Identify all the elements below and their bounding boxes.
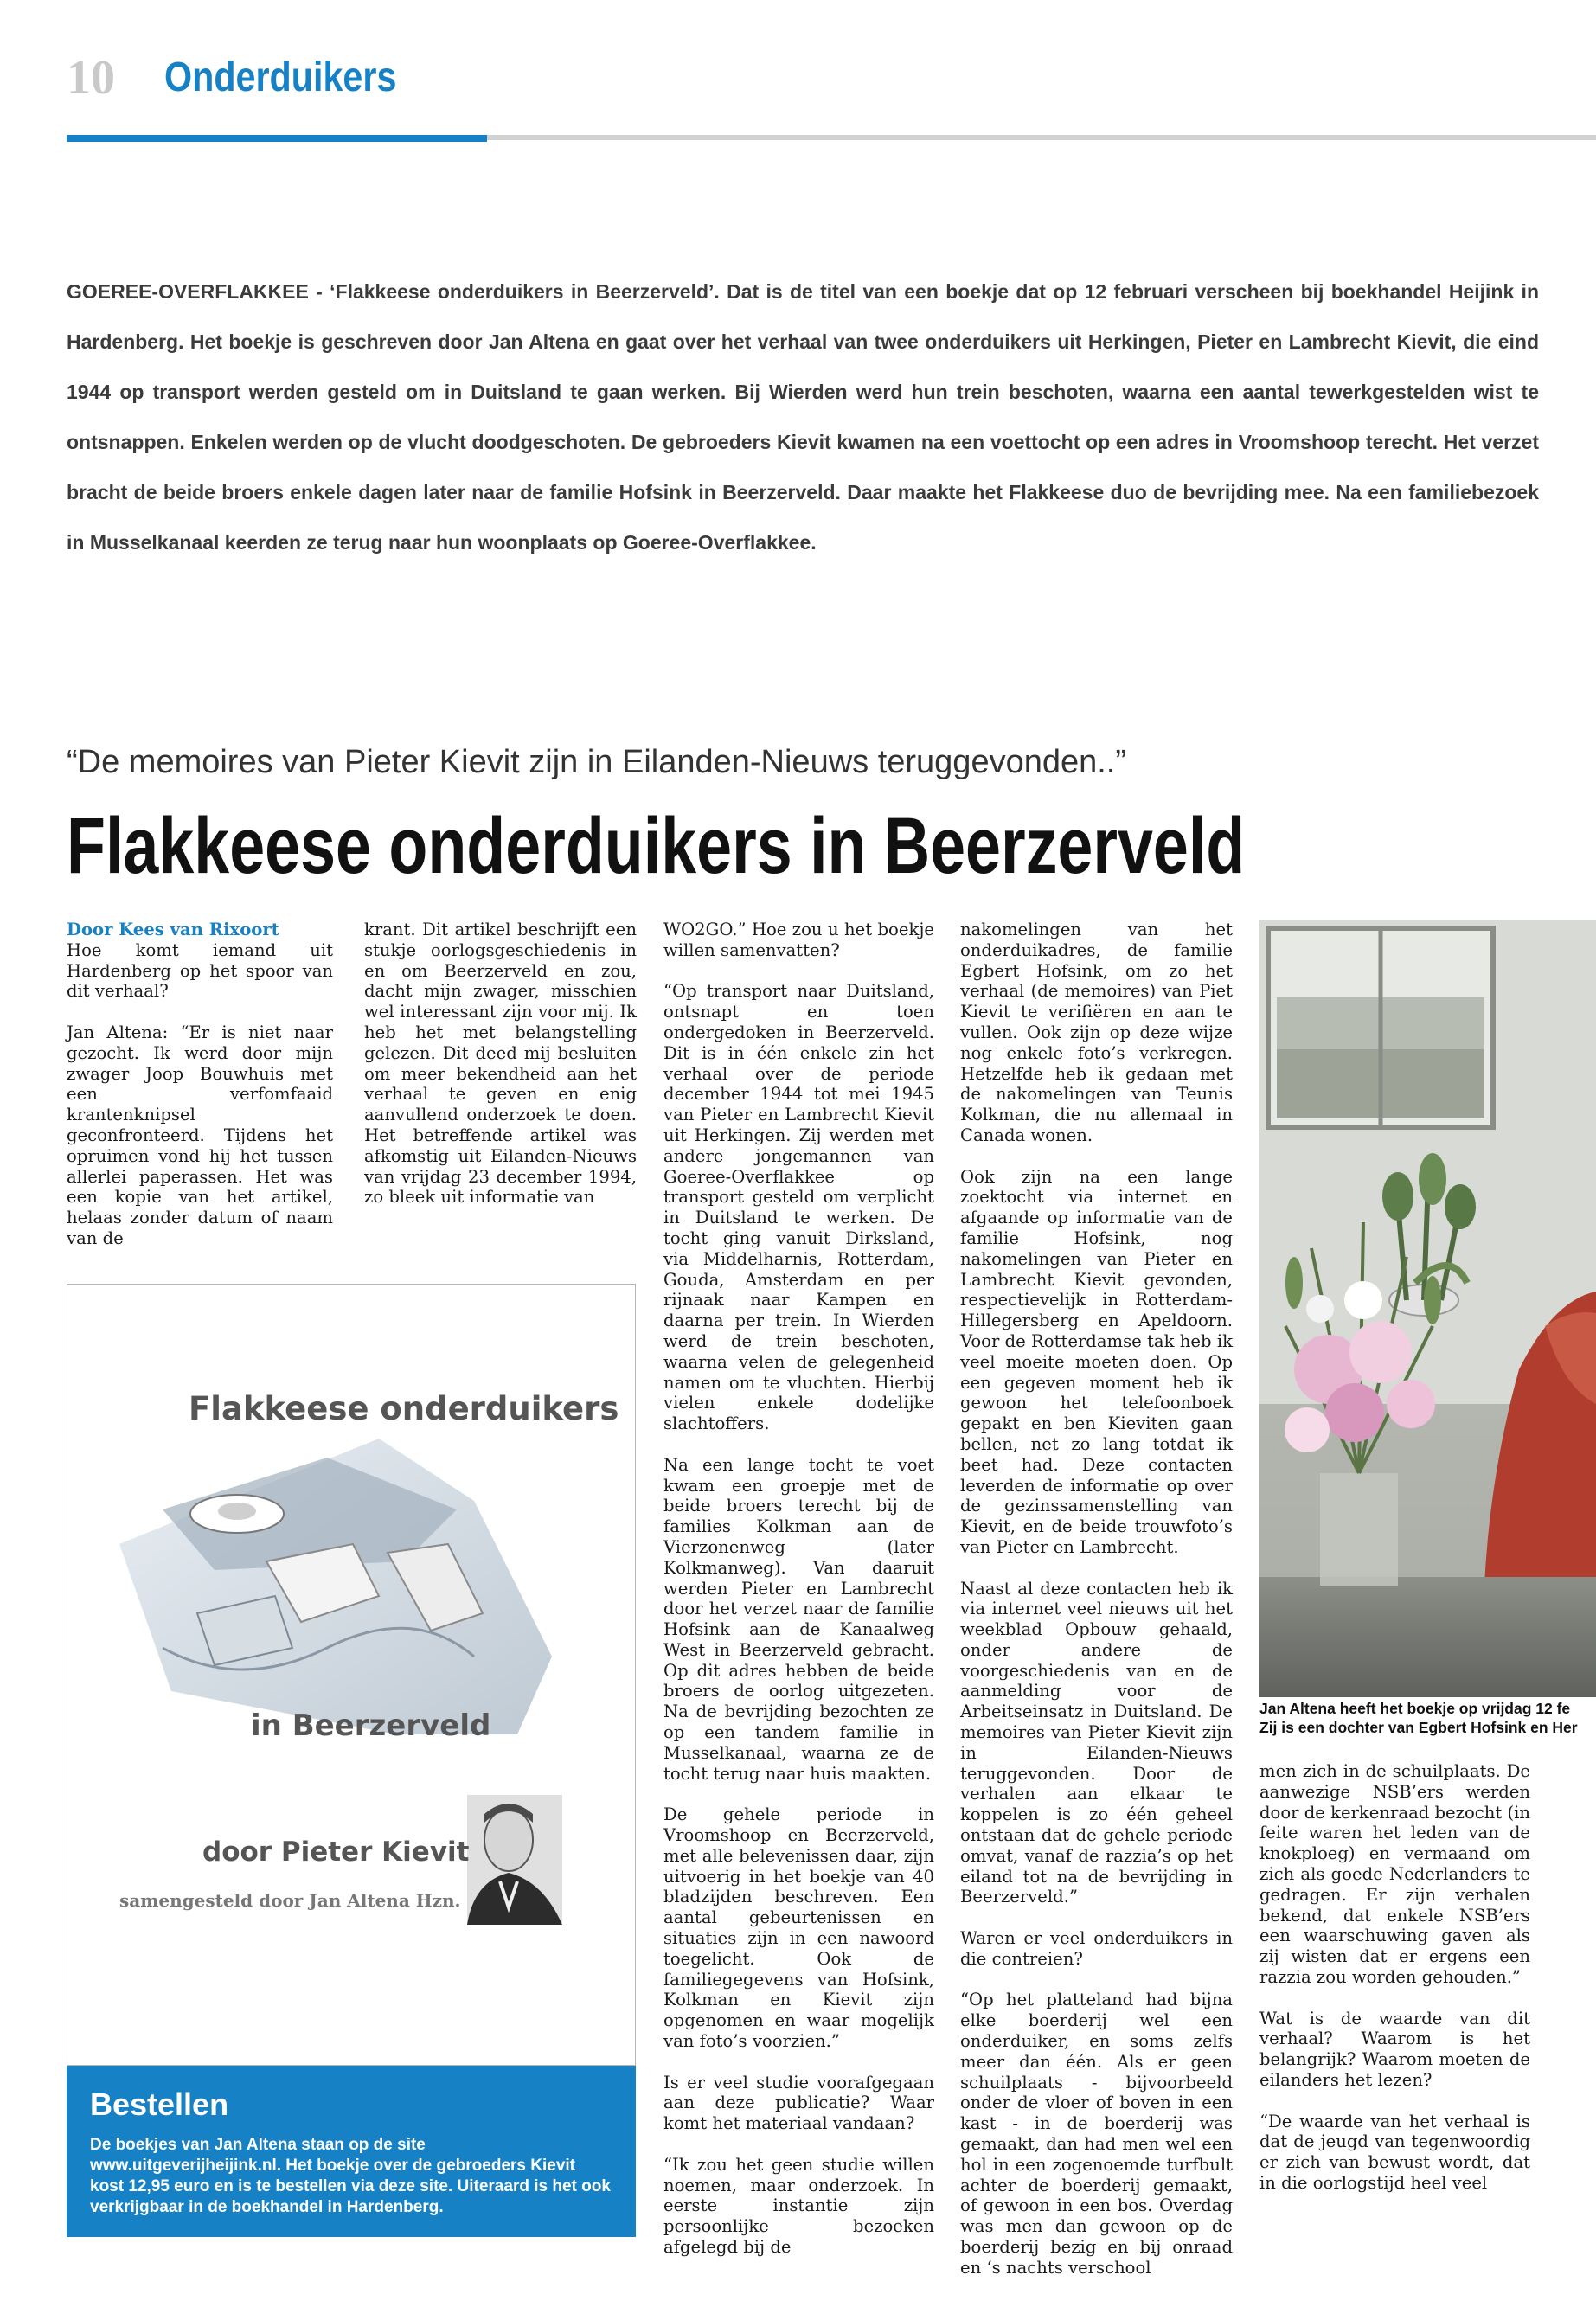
order-box-title: Bestellen <box>90 2086 229 2122</box>
book-compiler: samengesteld door Jan Altena Hzn. <box>119 1890 461 1911</box>
section-title: Onderduikers <box>164 54 397 100</box>
intro-paragraph: GOEREE-OVERFLAKKEE - ‘Flakkeese onderduikers in Beerzerveld’. Dat is de titel van een boekje dat op 12 februari verscheen bij boekhandel Heijink in Hardenberg. Het boekje is geschreven door Jan Altena en gaat over het verhaal van twee onderduikers uit Herkingen, Pieter en Lambrecht Kievit, die eind 1944 op transport werden gesteld om in Duitsland te gaan werken. Bij Wierden werd hun trein beschoten, waarna een aantal tewerkgestelden wist te ontsnappen. Enkelen werden op de vlucht doodgeschoten. De gebroeders Kievit kwamen na een voettocht op een adres in Vroomshoop terecht. Het verzet bracht de beide broers enkele dagen later naar de familie Hofsink in Beerzerveld. Daar maakte het Flakkeese duo de bevrijding mee. Na een familiebezoek in Musselkanaal keerden ze terug naar hun woonplaats op Goeree-Overflakkee. <box>67 280 1539 554</box>
paragraph: Naast al deze contacten heb ik via internet veel nieuws uit het weekblad Opbouw gehaald, onder andere de voorgeschiedenis van en de aanmelding voor de Arbeitseinsatz in Duitsland. De memoires van Pieter Kievit zijn in Eilanden-Nieuws teruggevonden. Door de verhalen aan elkaar te koppelen is zo één geheel ontstaan dat de gehele periode omvat, vanaf de razzia’s op het eiland tot na de bevrijding in Beerzerveld.” <box>960 1578 1233 1907</box>
paragraph: nakomelingen van het onderduikadres, de familie Egbert Hofsink, om zo het verhaal (de memoires) van Piet Kievit te verifiëren en aan te vullen. Ook zijn op deze wijze nog enkele foto’s verkregen. Hetzelfde heb ik gedaan met de nakomelingen van Teunis Kolkman, die nu allemaal in Canada wonen. <box>960 920 1233 1145</box>
paragraph: Na een lange tocht te voet kwam een groepje met de beide broers terecht bij de families Kolkman aan de Vierzonenweg (later Kolkmanweg). Van daaruit werden Pieter en Lambrecht door het verzet naar de familie Hofsink aan de Kanaalweg West in Beerzerveld gebracht. Op dit adres hebben de beide broers de oorlog uitgezeten. Na de bevrijding bezochten ze op een tandem familie in Musselkanaal, waarna ze de tocht terug naar huis maakten. <box>663 1454 934 1784</box>
paragraph: WO2GO.” Hoe zou u het boekje willen samenvatten? <box>663 920 934 960</box>
article-column-1 <box>67 920 333 1249</box>
photo-caption-line: Zij is een dochter van Egbert Hofsink en Her <box>1259 1719 1578 1736</box>
article-column-4 <box>960 920 1233 2279</box>
paragraph: krant. Dit artikel beschrijft een stukje oorlogsgeschiedenis in en om Beerzerveld en zou, dacht mijn zwager, misschien wel interessant zijn voor mij. Ik heb het met belangstelling gelezen. Dit deed mij besluiten om meer bekendheid aan het verhaal te geven en enig aanvullend onderzoek te doen. Het betreffende artikel was afkomstig uit Eilanden-Nieuws van vrijdag 23 december 1994, zo bleek uit informatie van <box>364 920 637 1208</box>
paragraph: “Op transport naar Duitsland, ontsnapt en toen ondergedoken in Beerzerveld. Dit is in één enkele zin het verhaal over de periode december 1944 tot mei 1945 van Pieter en Lambrecht Kievit uit Herkingen. Zij werden met andere jongemannen van Goeree-Overflakkee op transport gesteld om verplicht in Duitsland te werken. De tocht ging vanuit Dirksland, via Middelharnis, Rotterdam, Gouda, Amsterdam en per rijnaak naar Kampen en daarna per trein. In Wierden werd de trein beschoten, waarna velen de gelegenheid namen om te vluchten. Hierbij vielen enkele dodelijke slachtoffers. <box>663 981 934 1434</box>
book-title: Flakkeese onderduikers <box>189 1390 619 1427</box>
paragraph: De gehele periode in Vroomshoop en Beerzerveld, met alle belevenissen daar, zijn uitvoerig in het boekje van 40 bladzijden beschreven. Een aantal gebeurtenissen en situaties zijn in een nawoord toegelicht. Ook de familiegegevens van Hofsink, Kolkman en Kievit zijn opgenomen en waar mogelijk van foto’s voorzien.” <box>663 1804 934 2052</box>
paragraph: “Op het platteland had bijna elke boerderij wel een onderduiker, en soms zelfs meer dan één. Als er geen schuilplaats - bijvoorbeeld onder de vloer of boven in een kast - in de boerderij was gemaakt, dan had men wel een hol in een zogenoemde turfbult achter de boerderij gemaakt, of gewoon in een bos. Overdag was men dan gewoon op de boerderij bezig en bij onraad en ‘s nachts verschool <box>960 1990 1233 2278</box>
order-box-text: De boekjes van Jan Altena staan op de site www.uitgeverijheijink.nl. Het boekje over de gebroeders Kievit kost 12,95 euro en is te bestellen via deze site. Uiteraard is het ook verkrijgbaar in de boekhandel in Hardenberg. <box>90 2136 611 2216</box>
photo-caption <box>1259 1699 1596 1737</box>
photo-caption-line: Jan Altena heeft het boekje op vrijdag 12 fe <box>1259 1700 1571 1717</box>
question: Hoe komt iemand uit Hardenberg op het spoor van dit verhaal? <box>67 939 333 1002</box>
article-quote: “De memoires van Pieter Kievit zijn in Eilanden-Nieuws teruggevonden..” <box>67 744 1127 780</box>
flowers-photo-illustration <box>1259 920 1596 1697</box>
question: Waren er veel onderduikers in die contreien? <box>960 1928 1233 1969</box>
article-photo <box>1259 920 1596 1697</box>
paragraph: Ook zijn na een lange zoektocht via internet en afgaande op informatie van de familie Hofsink, nog nakomelingen van Pieter en Lambrecht Kievit gevonden, respectievelijk in Rotterdam-Hillegersberg en Apeldoorn. Voor de Rotterdamse tak heb ik veel moeite moeten doen. Op een gegeven moment heb ik gewoon het telefoonboek gepakt en ben Kieviten gaan bellen, net zo lang totdat ik beet had. Deze contacten leverden de informatie op over de gezinssamenstelling van Kievit, en de beide trouwfoto’s van Pieter en Lambrecht. <box>960 1166 1233 1557</box>
article-column-3 <box>663 920 934 2258</box>
order-box <box>67 2066 636 2237</box>
book-subtitle: in Beerzerveld <box>251 1708 491 1743</box>
paragraph: men zich in de schuilplaats. De aanwezige NSB’ers werden door de kerkenraad bezocht (in feite waren het leden van de knokploeg) en vermaand om zich als goede Nederlanders te gedragen. Er zijn verhalen bekend, dat enkele NSB’ers een waarschuwing gaven als zij wisten dat er ergens een razzia zou worden gehouden.” <box>1259 1761 1531 1987</box>
article-column-5 <box>1259 1761 1530 2194</box>
header-rule-accent <box>67 135 487 142</box>
question: Wat is de waarde van dit verhaal? Waarom is het belangrijk? Waarom moeten de eilanders het lezen? <box>1259 2008 1530 2090</box>
paragraph: Jan Altena: “Er is niet naar gezocht. Ik werd door mijn zwager Joop Bouwhuis met een verfomfaaid krantenknipsel geconfronteerd. Tijdens het opruimen vond hij het tussen allerlei paperassen. Het was een kopie van het artikel, helaas zonder datum of naam van de <box>67 1022 333 1248</box>
page-number: 10 <box>67 51 115 105</box>
paragraph: “Ik zou het geen studie willen noemen, maar onderzoek. In eerste instantie zijn persoonlijke bezoeken afgelegd bij de <box>663 2154 934 2257</box>
article-headline: Flakkeese onderduikers in Beerzerveld <box>67 802 1246 890</box>
paragraph: “De waarde van het verhaal is dat de jeugd van tegenwoordig er zich van bewust wordt, dat in die oorlogstijd heel veel <box>1259 2111 1530 2193</box>
book-author: door Pieter Kievit <box>202 1836 470 1868</box>
byline: Door Kees van Rixoort <box>67 920 279 939</box>
question: Is er veel studie voorafgegaan aan deze publicatie? Waar komt het materiaal vandaan? <box>663 2072 934 2134</box>
article-column-2 <box>364 920 637 1208</box>
book-cover <box>67 1284 636 2066</box>
